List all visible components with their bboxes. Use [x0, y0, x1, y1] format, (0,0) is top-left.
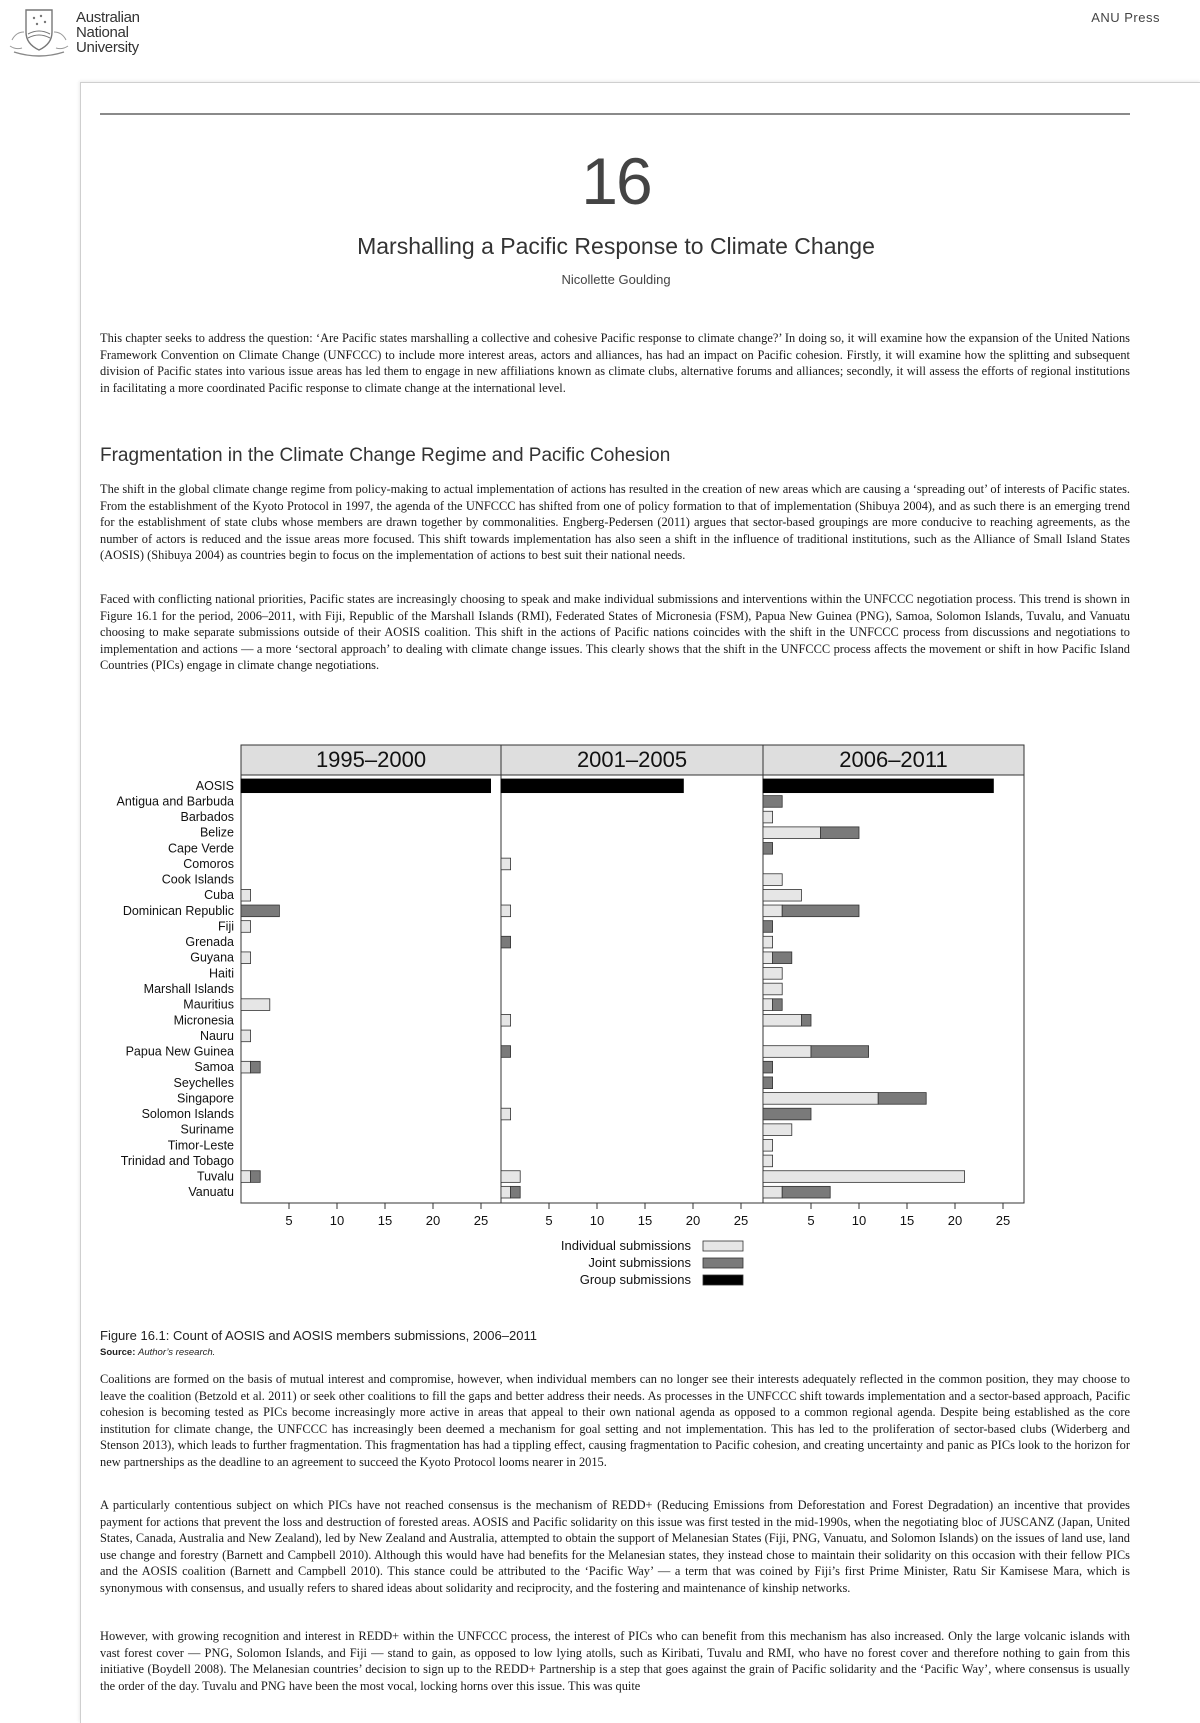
x-tick-label: 15	[899, 1213, 915, 1228]
category-label: Cook Islands	[161, 872, 234, 887]
bar-individual	[763, 1139, 773, 1151]
category-label: Tuvalu	[196, 1169, 234, 1184]
body-paragraph: A particularly contentious subject on which PICs have not reached consensus is the mechanism of REDD+ (Reducing Emissions from Deforestation and Forest Degradation) an incentive that provides payment for actions that prevent the loss and destruction of forested areas. AOSIS and Pacific solidarity on this issue was first tested in the mid-1990s, when the negotiating bloc of JUSCANZ (Japan, United States, Canada, Australia and New Zealand), led by New Zealand and Australia, attempted to obtain the support of Melanesian States (Fiji, PNG, Vanuatu, and Solomon Islands) on the issues of land use, land use change and forestry (Barnett and Campbell 2010). Although this would have had benefits for the Melanesian states, they instead chose to maintain their solidarity on this occasion with their fellow PICs and the AOSIS coalition (Barnett and Campbell 2010). This stance could be attributed to the ‘Pacific Way’ — a term that was coined by Fiji’s first Prime Minister, Ratu Sir Kamisese Mara, which is synonymous with consensus, and usually refers to shared ideas about solidarity and reciprocity, and the fostering and maintenance of kinship networks.	[100, 1498, 1130, 1595]
x-tick-label: 15	[377, 1213, 393, 1228]
figure-chart	[81, 709, 1200, 1409]
bar-individual	[241, 921, 251, 933]
bar-joint	[782, 1186, 830, 1198]
body-paragraph: However, with growing recognition and interest in REDD+ within the UNFCCC process, the interest of PICs who can benefit from this mechanism has also increased. Only the large volcanic islands with vast forest cover — PNG, Solomon Islands, and Fiji — stand to gain, as opposed to low lying atolls, such as Kiribati, Tuvalu and RMI, who have no forest cover and therefore nothing to gain from this initiative (Boydell 2008). The Melanesian countries’ decision to sign up to the REDD+ Partnership is a step that goes against the grain of Pacific solidarity and the ‘Pacific Way’, where consensus is usually the order of the day. Tuvalu and PNG have been the most vocal, locking horns over this issue. This was quite	[100, 1629, 1130, 1693]
bar-individual	[501, 1186, 511, 1198]
bar-individual	[763, 952, 773, 964]
category-label: Mauritius	[183, 997, 234, 1012]
category-label: Dominican Republic	[122, 903, 234, 918]
bar-joint	[878, 1093, 926, 1105]
category-label: Trinidad and Tobago	[120, 1153, 234, 1168]
body-paragraph: Coalitions are formed on the basis of mutual interest and compromise, however, when individual members can no longer see their interests adequately reflected in the common position, they may choose to leave the coalition (Betzold et al. 2011) or seek other coalitions to fill the gaps and better address their needs. As processes in the UNFCCC shift towards implementation and a sector-based approach, Pacific cohesion is becoming tested as PICs become increasingly more active in areas that appeal to their own national agenda as opposed to a common regional agenda. Despite being established as the core institution for climate change, the UNFCCC has increasingly been deemed a mechanism for goal setting and not implementation. This has led to the proliferation of sector-based clubs (Widerberg and Stenson 2013), which leads to further fragmentation. This fragmentation has had a tippling effect, causing fragmentation to Pacific cohesion, and creating uncertainty and panic as PICs look to the horizon for new partnerships as the deadline to an agreement to succeed the Kyoto Protocol looms nearer in 2015.	[100, 1372, 1130, 1469]
body-paragraph: The shift in the global climate change regime from policy-making to actual implementation of actions has resulted in the creation of new areas which are causing a ‘spreading out’ of interests of Pacific states. From the establishment of the Kyoto Protocol in 1997, the agenda of the UNFCCC has shifted from one of policy formation to that of implementation (Shibuya 2004), and as such there is an emerging trend for the establishment of state clubs whose members are drawn together by commonalities. Engberg-Pedersen (2011) argues that sector-based groupings are more conducive to reaching agreements, as the number of actors is reduced and the issue areas more focused. This shift towards implementation has also seen a shift in the influence of traditional institutions, such as the Alliance of Small Island States (AOSIS) (Shibuya 2004) as countries begin to focus on the implementation of actions to best suit their national needs.	[100, 482, 1130, 562]
bar-group	[763, 779, 993, 793]
legend-swatch	[703, 1275, 743, 1285]
bar-individual	[763, 874, 782, 886]
bar-joint	[763, 921, 773, 933]
x-tick-label: 20	[425, 1213, 441, 1228]
panel-title: 2006–2011	[839, 747, 948, 772]
panel-title: 1995–2000	[315, 747, 427, 772]
bar-individual	[763, 1171, 965, 1183]
category-label: Antigua and Barbuda	[116, 794, 234, 809]
chapter-title: Marshalling a Pacific Response to Climate Change	[357, 233, 875, 259]
bar-individual	[763, 905, 782, 917]
category-label: Vanuatu	[188, 1185, 234, 1200]
panel-plot-area	[241, 775, 501, 1203]
category-label: Barbados	[180, 810, 234, 825]
bar-individual	[501, 905, 511, 917]
bar-joint	[763, 1061, 773, 1073]
submissions-chart	[81, 709, 1200, 1319]
chapter-number: 16	[581, 144, 651, 218]
bar-joint	[511, 1186, 521, 1198]
bar-individual	[763, 1093, 878, 1105]
bar-joint	[821, 827, 859, 839]
legend-swatch	[703, 1258, 743, 1268]
bar-individual	[241, 1030, 251, 1042]
legend-label: Individual submissions	[560, 1238, 691, 1253]
bar-individual	[763, 1124, 792, 1136]
legend-label: Group submissions	[579, 1272, 691, 1287]
bar-individual	[501, 1014, 511, 1026]
category-label: Marshall Islands	[143, 982, 234, 996]
bar-joint	[782, 905, 859, 917]
x-tick-label: 10	[589, 1213, 605, 1228]
header-rule	[100, 113, 1130, 115]
bar-individual	[241, 889, 251, 901]
bar-joint	[773, 999, 783, 1011]
anu-logo[interactable]	[8, 6, 158, 58]
bar-individual	[763, 983, 782, 995]
bar-individual	[763, 936, 773, 948]
bar-individual	[763, 889, 801, 901]
bar-joint	[763, 796, 782, 808]
category-label: Papua New Guinea	[125, 1044, 234, 1059]
x-tick-label: 10	[851, 1213, 867, 1228]
bar-individual	[501, 1108, 511, 1120]
category-label: Solomon Islands	[141, 1107, 234, 1122]
category-label: AOSIS	[195, 778, 234, 793]
x-tick-label: 5	[545, 1213, 553, 1228]
bar-joint	[763, 1077, 773, 1089]
chapter-author: Nicollette Goulding	[561, 272, 671, 287]
bar-individual	[501, 858, 511, 870]
category-label: Cape Verde	[167, 841, 234, 856]
category-label: Timor-Leste	[167, 1138, 234, 1153]
body-paragraph: Faced with conflicting national priorities, Pacific states are increasingly choosing to speak and make individual submissions and interventions within the UNFCCC negotiation process. This trend is shown in Figure 16.1 for the period, 2006–2011, with Fiji, Republic of the Marshall Islands (RMI), Federated States of Micronesia (FSM), Papua New Guinea (PNG), Samoa, Solomon Islands, Tuvalu, and Vanuatu choosing to make separate submissions outside of their AOSIS coalition. This shift in the actions of Pacific nations coincides with the shift in the UNFCCC process from discussions and negotiations to implementation and actions — a more ‘sectoral approach’ to dealing with climate change issues. This clearly shows that the shift in the UNFCCC process affects the movement or shift in how Pacific Island Countries (PICs) engage in climate change negotiations.	[100, 592, 1130, 672]
bar-individual	[763, 1014, 801, 1026]
legend-label: Joint submissions	[588, 1255, 691, 1270]
bar-joint	[801, 1014, 811, 1026]
figure-caption: Figure 16.1: Count of AOSIS and AOSIS members submissions, 2006–2011	[100, 1328, 537, 1343]
bar-individual	[763, 1186, 782, 1198]
x-tick-label: 15	[637, 1213, 653, 1228]
category-label: Haiti	[208, 966, 234, 981]
x-tick-label: 20	[685, 1213, 701, 1228]
x-tick-label: 5	[285, 1213, 293, 1228]
bar-joint	[241, 905, 279, 917]
bar-individual	[763, 827, 821, 839]
bar-joint	[501, 936, 511, 948]
bar-joint	[763, 1108, 811, 1120]
x-tick-label: 20	[947, 1213, 963, 1228]
x-tick-label: 25	[473, 1213, 489, 1228]
category-label: Seychelles	[173, 1075, 234, 1090]
bar-individual	[763, 1046, 811, 1058]
category-label: Fiji	[218, 919, 234, 934]
university-name: Australian National University	[76, 9, 140, 56]
bar-joint	[811, 1046, 869, 1058]
bar-individual	[241, 1171, 251, 1183]
category-label: Guyana	[190, 950, 234, 965]
figure-source: Source: Author’s research.	[100, 1347, 216, 1358]
bar-group	[241, 779, 491, 793]
intro-paragraph: This chapter seeks to address the question: ‘Are Pacific states marshalling a collective and cohesive Pacific response to climate change?’ In doing so, it will examine how the expansion of the United Nations Framework Convention on Climate Change (UNFCCC) to include more interest areas, actors and alliances, has had an impact on Pacific cohesion. Firstly, it will examine how the splitting and subsequent division of Pacific states into various issue areas has led them to engage in new affiliations known as climate clubs, alternative forums and alliances; secondly, it will assess the efforts of regional institutions in facilitating a more coordinated Pacific response to climate change at the international level.	[100, 331, 1130, 395]
x-tick-label: 5	[807, 1213, 815, 1228]
bar-individual	[763, 999, 773, 1011]
bar-joint	[251, 1171, 261, 1183]
category-label: Samoa	[194, 1060, 234, 1075]
category-label: Suriname	[180, 1122, 234, 1137]
section-heading: Fragmentation in the Climate Change Regime and Pacific Cohesion	[100, 445, 671, 466]
category-label: Belize	[199, 825, 234, 840]
category-label: Micronesia	[173, 1013, 234, 1028]
document-page	[80, 82, 1200, 1723]
category-label: Singapore	[177, 1091, 234, 1106]
panel-plot-area	[763, 775, 1024, 1203]
panel-title: 2001–2005	[576, 747, 688, 772]
bar-individual	[763, 811, 773, 823]
category-label: Nauru	[199, 1028, 234, 1043]
bar-individual	[501, 1171, 520, 1183]
category-label: Comoros	[183, 856, 234, 871]
bar-individual	[241, 999, 270, 1011]
anu-crest-icon	[8, 6, 70, 58]
bar-individual	[763, 968, 782, 980]
x-tick-label: 25	[995, 1213, 1011, 1228]
bar-joint	[501, 1046, 511, 1058]
bar-joint	[773, 952, 792, 964]
bar-individual	[763, 1155, 773, 1167]
bar-joint	[763, 843, 773, 855]
category-label: Grenada	[185, 935, 234, 950]
bar-individual	[241, 1061, 251, 1073]
bar-individual	[241, 952, 251, 964]
x-tick-label: 10	[329, 1213, 345, 1228]
bar-group	[501, 779, 683, 793]
legend-swatch	[703, 1241, 743, 1251]
category-label: Cuba	[204, 888, 234, 903]
x-tick-label: 25	[733, 1213, 749, 1228]
bar-joint	[251, 1061, 261, 1073]
top-bar	[0, 0, 1200, 62]
publisher-name: ANU Press	[1091, 10, 1160, 25]
panel-plot-area	[501, 775, 763, 1203]
